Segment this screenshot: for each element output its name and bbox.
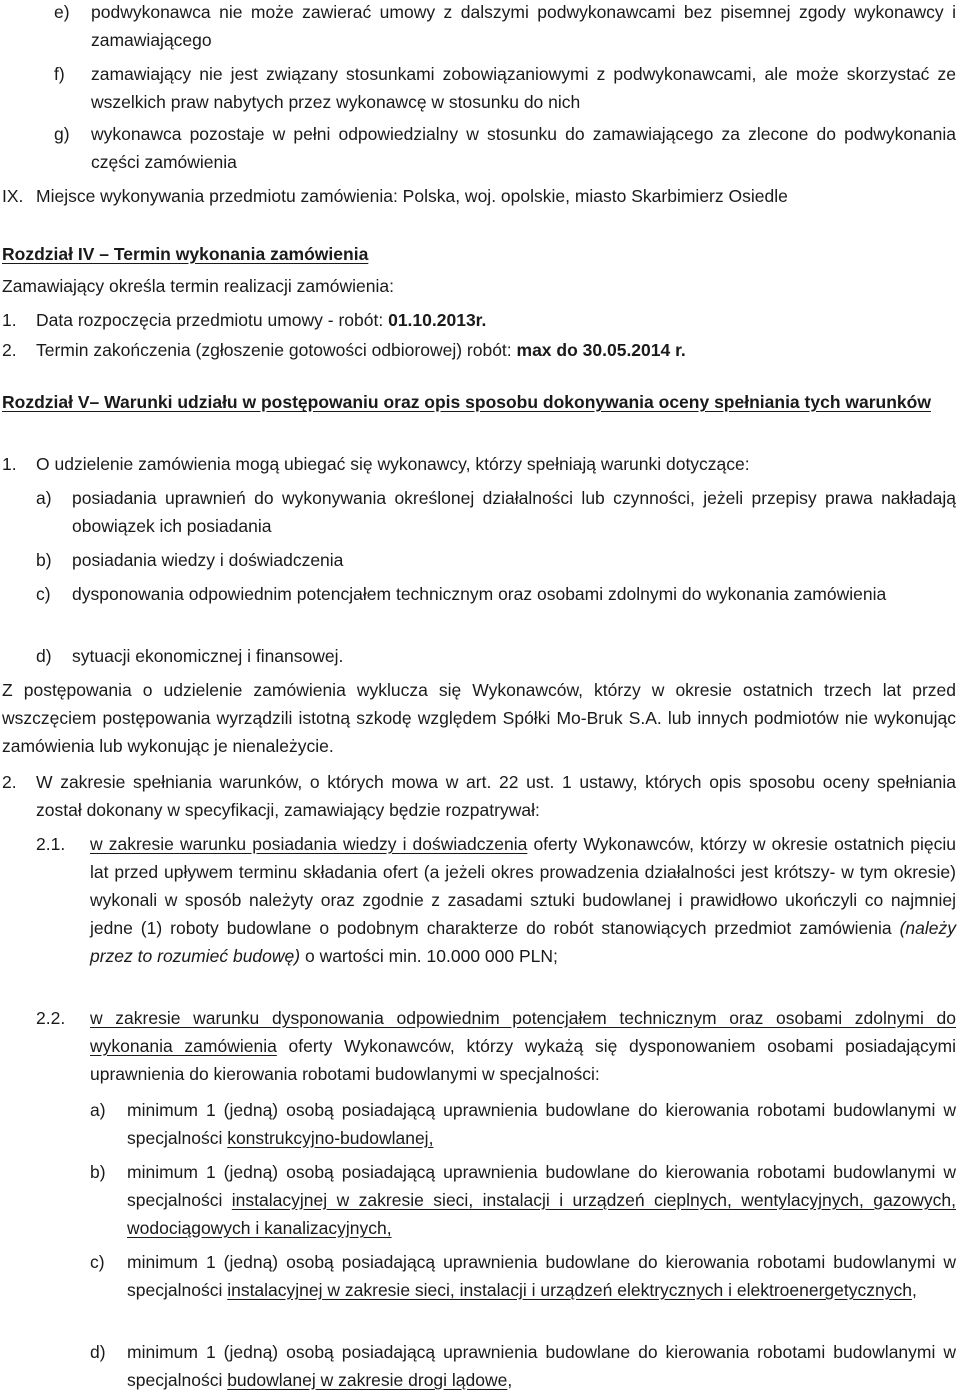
end-date: max do 30.05.2014 r.	[516, 340, 686, 360]
term-item-1	[2, 306, 956, 334]
person-body: minimum 1 (jedną) osobą posiadającą uprawnienia budowlane do kierowania robotami budowlanymi w specjalności	[127, 1252, 956, 1300]
condition-text: dysponowania odpowiednim potencjałem technicznym oraz osobami zdolnymi do wykonania zamówienia	[72, 584, 887, 604]
requirement-body: oferty Wykonawców, którzy w okresie ostatnich pięciu lat przed upływem terminu składania ofert (a jeżeli okres prowadzenia działalności jest krótszy- w tym okresie) wykonali w sposób należyty oraz zgodnie z zasadami sztuki budowlanej i prawidłowo ukończyli co najmniej jedne (1) roboty budowlane o podobnym charakterze do robót stanowiących przedmiot zamówienia	[90, 834, 957, 938]
requirement-body: oferty Wykonawców, którzy wykażą się dysponowaniem osobami posiadającymi uprawnienia do kierowania robotami budowlanymi w specjalności:	[90, 1036, 956, 1084]
requirement-label: 2.2.	[36, 1008, 66, 1028]
person-text	[127, 1248, 956, 1304]
condition-label: c)	[36, 584, 51, 604]
section-label: IX.	[2, 186, 24, 206]
list-label: g)	[54, 124, 70, 144]
person-specialty: instalacyjnej w zakresie sieci, instalacji i urządzeń elektrycznych i elektroenergetycznych	[227, 1280, 912, 1300]
person-text	[127, 1096, 956, 1152]
condition-item-2	[2, 768, 956, 824]
person-c	[90, 1248, 956, 1304]
person-body: minimum 1 (jedną) osobą posiadającą uprawnienia budowlane do kierowania robotami budowlanymi w specjalności	[127, 1342, 956, 1390]
requirement-2-2	[36, 1004, 956, 1088]
condition-c	[36, 580, 956, 608]
person-body: minimum 1 (jedną) osobą posiadającą uprawnienia budowlane do kierowania robotami budowlanymi w specjalności	[127, 1162, 956, 1210]
condition-text: posiadania wiedzy i doświadczenia	[72, 550, 344, 570]
person-specialty: budowlanej w zakresie drogi lądowe	[227, 1370, 508, 1390]
requirement-text	[90, 830, 956, 970]
condition-label: a)	[36, 488, 52, 508]
chapter-4-heading: Rozdział IV – Termin wykonania zamówienia	[2, 244, 369, 264]
condition-b	[36, 546, 956, 574]
list-label: f)	[54, 64, 65, 84]
list-item-e	[54, 0, 956, 54]
person-specialty: konstrukcyjno-budowlanej,	[227, 1128, 434, 1148]
person-b	[90, 1158, 956, 1242]
person-a	[90, 1096, 956, 1152]
condition-d	[36, 642, 956, 670]
condition-a	[36, 484, 956, 540]
condition-text: W zakresie spełniania warunków, o których mowa w art. 22 ust. 1 ustawy, których opis sposobu oceny spełniania został dokonany w specyfikacji, zamawiający będzie rozpatrywał:	[36, 772, 956, 820]
term-item-2	[2, 336, 956, 364]
section-text: Miejsce wykonywania przedmiotu zamówienia: Polska, woj. opolskie, miasto Skarbimierz Osiedle	[36, 186, 788, 206]
requirement-tail: o wartości min. 10.000 000 PLN;	[300, 946, 558, 966]
list-item-f	[54, 60, 956, 116]
person-label: c)	[90, 1252, 105, 1272]
chapter-5-heading: Rozdział V– Warunki udziału w postępowaniu oraz opis sposobu dokonywania oceny spełniania tych warunków	[2, 392, 931, 412]
list-text: zamawiający nie jest związany stosunkami zobowiązaniowymi z podwykonawcami, ale może skorzystać ze wszelkich praw nabytych przez wykonawcę w stosunku do nich	[91, 64, 956, 112]
start-date: 01.10.2013r.	[388, 310, 487, 330]
exclusion-paragraph: Z postępowania o udzielenie zamówienia wyklucza się Wykonawców, którzy w okresie ostatnich trzech lat przed wszczęciem postępowania wyrządzili istotną szkodę względem Spółki Mo-Bruk S.A. lub innych podmiotów nie wykonując zamówienia lub wykonując je nienależycie.	[2, 680, 956, 756]
person-tail: ,	[911, 1280, 917, 1300]
requirement-label: 2.1.	[36, 834, 66, 854]
requirement-italic: (należy przez to rozumieć budowę)	[90, 918, 956, 966]
requirement-2-1	[36, 830, 956, 970]
person-text	[127, 1338, 956, 1394]
term-label: 1.	[2, 310, 17, 330]
person-specialty: instalacyjnej w zakresie sieci, instalacji i urządzeń cieplnych, wentylacyjnych, gazowych, wodociągowych i kanalizacyjnych,	[127, 1190, 956, 1238]
term-text: Termin zakończenia (zgłoszenie gotowości odbiorowej) robót:	[36, 340, 517, 360]
person-label: a)	[90, 1100, 106, 1120]
condition-text: sytuacji ekonomicznej i finansowej.	[72, 646, 344, 666]
condition-label: 1.	[2, 454, 17, 474]
section-ix	[2, 182, 956, 210]
requirement-underlined: w zakresie warunku posiadania wiedzy i doświadczenia	[90, 834, 528, 854]
list-text: podwykonawca nie może zawierać umowy z dalszymi podwykonawcami bez pisemnej zgody wykonawcy i zamawiającego	[91, 2, 956, 50]
condition-label: d)	[36, 646, 52, 666]
person-label: d)	[90, 1342, 106, 1362]
person-body: minimum 1 (jedną) osobą posiadającą uprawnienia budowlane do kierowania robotami budowlanymi w specjalności	[127, 1100, 956, 1148]
chapter-4-intro: Zamawiający określa termin realizacji zamówienia:	[2, 276, 394, 296]
requirement-underlined: w zakresie warunku dysponowania odpowiednim potencjałem technicznym oraz osobami zdolnymi do wykonania zamówienia	[90, 1008, 956, 1056]
condition-item-1	[2, 450, 956, 478]
person-tail: ,	[507, 1370, 513, 1390]
person-label: b)	[90, 1162, 106, 1182]
condition-label: b)	[36, 550, 52, 570]
term-text: Data rozpoczęcia przedmiotu umowy - robót:	[36, 310, 389, 330]
person-d	[90, 1338, 956, 1394]
person-text	[127, 1158, 956, 1242]
condition-text: O udzielenie zamówienia mogą ubiegać się wykonawcy, którzy spełniają warunki dotyczące:	[36, 454, 750, 474]
term-label: 2.	[2, 340, 17, 360]
list-label: e)	[54, 2, 70, 22]
condition-text: posiadania uprawnień do wykonywania określonej działalności lub czynności, jeżeli przepisy prawa nakładają obowiązek ich posiadania	[72, 488, 956, 536]
requirement-text	[90, 1004, 956, 1088]
list-item-g	[54, 120, 956, 176]
condition-label: 2.	[2, 772, 17, 792]
list-text: wykonawca pozostaje w pełni odpowiedzialny w stosunku do zamawiającego za zlecone do podwykonania części zamówienia	[91, 124, 956, 172]
